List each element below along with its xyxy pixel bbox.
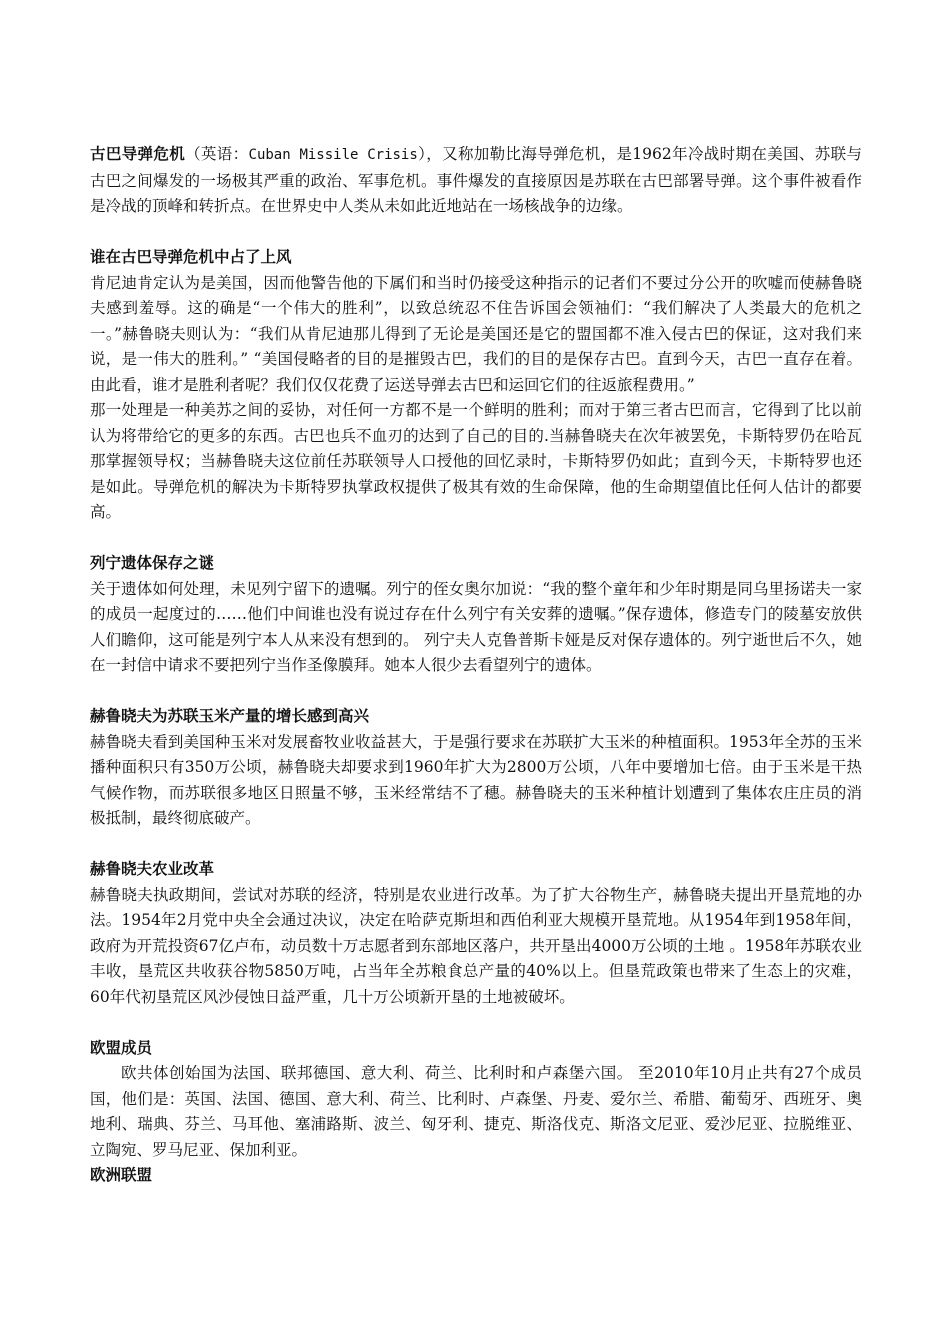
section-corn-paragraph-1: 赫鲁晓夫看到美国种玉米对发展畜牧业收益甚大，于是强行要求在苏联扩大玉米的种植面积。1953年全苏的玉米播种面积只有350万公顷，赫鲁晓夫却要求到1960年扩大为2800万公顷，八年中要增加七倍。由于玉米是干热气候作物，而苏联很多地区日照量不够，玉米经常结不了穗。赫鲁晓夫的玉米种植计划遭到了集体农庄庄员的消极抵制，最终彻底破产。	[90, 732, 862, 827]
section-heading-crisis: 谁在古巴导弹危机中占了上风	[90, 248, 292, 266]
section-agriculture-paragraph-1: 赫鲁晓夫执政期间，尝试对苏联的经济，特别是农业进行改革。为了扩大谷物生产，赫鲁晓夫提出开垦荒地的办法。1954年2月党中央全会通过决议，决定在哈萨克斯坦和西伯利亚大规模开垦荒地。从1954年到1958年间，政府为开荒投资67亿卢布，动员数十万志愿者到东部地区落户，共开垦出4000万公顷的土地 。1958年苏联农业丰收，垦荒区共收获谷物5850万吨，占当年全苏粮食总产量的40%以上。但垦荒政策也带来了生态上的灾难，60年代初垦荒区风沙侵蚀日益严重，几十万公顷新开垦的土地被破坏。	[90, 885, 862, 1006]
section-gap	[90, 220, 862, 246]
section-lenin-paragraph-1: 关于遗体如何处理，未见列宁留下的遗嘱。列宁的侄女奥尔加说：“我的整个童年和少年时期是同乌里扬诺夫一家的成员一起度过的……他们中间谁也没有说过存在什么列宁有关安葬的遗嘱。”保存遗体，修造专门的陵墓安放供人们瞻仰，这可能是列宁本人从来没有想到的。 列宁夫人克鲁普斯卡娅是反对保存遗体的。列宁逝世后不久，她在一封信中请求不要把列宁当作圣像膜拜。她本人很少去看望列宁的遗体。	[90, 579, 862, 674]
intro-rest: ），又称加勒比海导弹危机，是1962年冷战时期在美国、苏联与古巴之间爆发的一场极其严重的政治、军事危机。事件爆发的直接原因是苏联在古巴部署导弹。这个事件被看作是冷战的顶峰和转折点。在世界史中人类从未如此近地站在一场核战争的边缘。	[90, 145, 862, 215]
section-gap	[90, 1010, 862, 1036]
section-heading-eu-members: 欧盟成员	[90, 1038, 153, 1057]
intro-paren-open: （英语：	[185, 145, 249, 163]
section-gap	[90, 526, 862, 552]
section-crisis-paragraph-2: 那一处理是一种美苏之间的妥协，对任何一方都不是一个鲜明的胜利；而对于第三者古巴而言，它得到了比以前认为将带给它的更多的东西。古巴也兵不血刃的达到了自己的目的.当赫鲁晓夫在次年被罢免，卡斯特罗仍在哈瓦那掌握领导权；当赫鲁晓夫这位前任苏联领导人口授他的回忆录时，卡斯特罗仍如此；直到今天，卡斯特罗也还是如此。导弹危机的解决为卡斯特罗执掌政权提供了极其有效的生命保障，他的生命期望值比任何人估计的都要高。	[90, 401, 862, 521]
section-gap	[90, 832, 862, 858]
intro-paragraph	[90, 142, 862, 220]
section-heading-corn: 赫鲁晓夫为苏联玉米产量的增长感到高兴	[90, 707, 370, 725]
section-eu-members-paragraph-1: 欧共体创始国为法国、联邦德国、意大利、荷兰、比利时和卢森堡六国。 至2010年10月止共有27个成员国，他们是：英国、法国、德国、意大利、荷兰、比利时、卢森堡、丹麦、爱尔兰、希腊、葡萄牙、西班牙、奥地利、瑞典、芬兰、马耳他、塞浦路斯、波兰、匈牙利、捷克、斯洛伐克、斯洛文尼亚、爱沙尼亚、拉脱维亚、立陶宛、罗马尼亚、保加利亚。	[90, 1064, 862, 1159]
section-heading-agriculture: 赫鲁晓夫农业改革	[90, 860, 215, 878]
section-crisis-paragraph-1: 肯尼迪肯定认为是美国，因而他警告他的下属们和当时仍接受这种指示的记者们不要过分公开的吹嘘而使赫鲁晓夫感到羞辱。这的确是“一个伟大的胜利”，以致总统忍不住告诉国会领袖们：“我们解决了人类最大的危机之一。”赫鲁晓夫则认为：“我们从肯尼迪那儿得到了无论是美国还是它的盟国都不准入侵古巴的保证，这对我们来说，是一伟大的胜利。” “美国侵略者的目的是摧毁古巴，我们的目的是保存古巴。直到今天，古巴一直存在着。由此看，谁才是胜利者呢？我们仅仅花费了运送导弹去古巴和运回它们的往返旅程费用。”	[90, 273, 862, 394]
intro-lead: 古巴导弹危机	[90, 145, 186, 163]
section-heading-lenin: 列宁遗体保存之谜	[90, 554, 215, 572]
intro-english-term: Cuban Missile Crisis	[248, 147, 418, 163]
section-gap	[90, 679, 862, 705]
final-heading: 欧洲联盟	[90, 1166, 153, 1184]
